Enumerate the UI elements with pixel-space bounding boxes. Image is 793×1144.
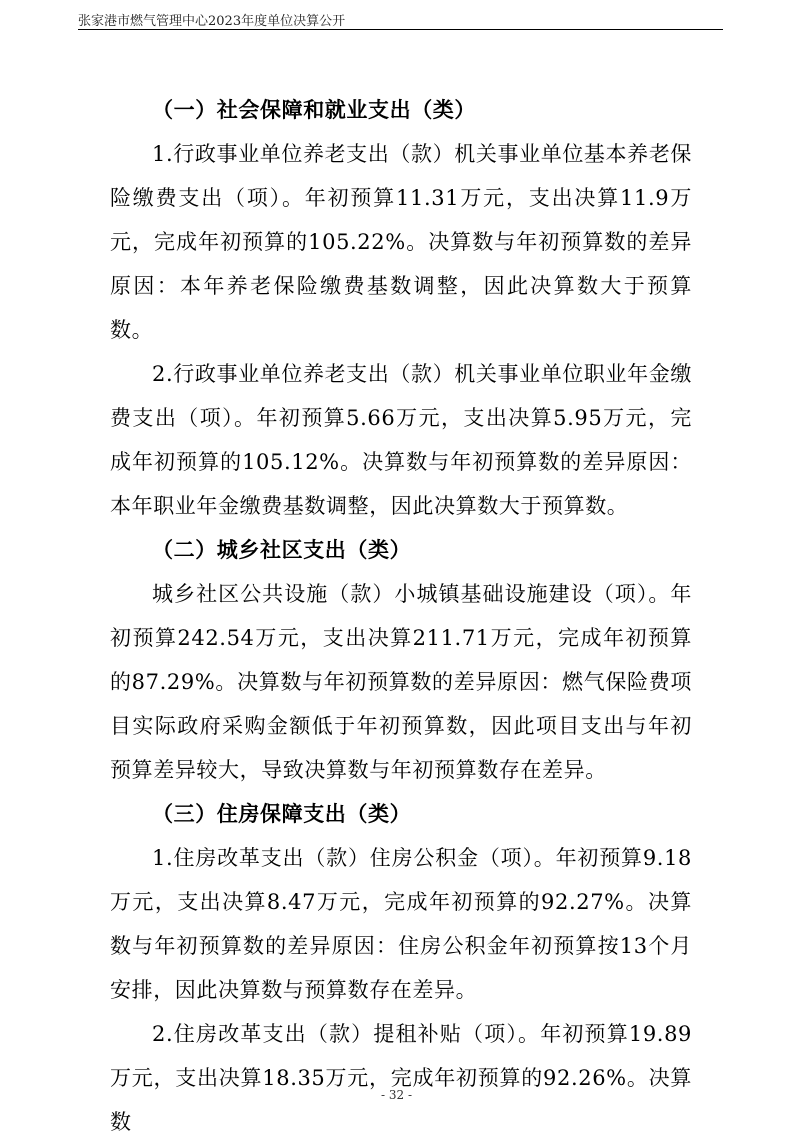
paragraph-2-1: 城乡社区公共设施（款）小城镇基础设施建设（项）。年初预算242.54万元，支出决算211.71万元，完成年初预算的87.29%。决算数与年初预算数的差异原因：燃气保险费项目实际政府采购金额低于年初预算数，因此项目支出与年初预算差异较大，导致决算数与年初预算数存在差异。 (110, 582, 692, 782)
paragraph-3-2: 2.住房改革支出（款）提租补贴（项）。年初预算19.89万元，支出决算18.35万元，完成年初预算的92.26%。决算数 (110, 1022, 692, 1134)
paragraph-3-1: 1.住房改革支出（款）住房公积金（项）。年初预算9.18万元，支出决算8.47万元，完成年初预算的92.27%。决算数与年初预算数的差异原因：住房公积金年初预算按13个月安排，因此决算数与预算数存在差异。 (110, 846, 692, 1002)
section-heading-2: （二）城乡社区支出（类） (152, 538, 412, 562)
document-header: 张家港市燃气管理中心2023年度单位决算公开 (78, 14, 346, 29)
document-body (110, 88, 692, 1144)
paragraph-1-2: 2.行政事业单位养老支出（款）机关事业单位职业年金缴费支出（项）。年初预算5.66万元，支出决算5.95万元，完成年初预算的105.12%。决算数与年初预算数的差异原因：本年职业年金缴费基数调整，因此决算数大于预算数。 (110, 362, 692, 518)
paragraph-1-1: 1.行政事业单位养老支出（款）机关事业单位基本养老保险缴费支出（项）。年初预算11.31万元，支出决算11.9万元，完成年初预算的105.22%。决算数与年初预算数的差异原因：本年养老保险缴费基数调整，因此决算数大于预算数。 (110, 142, 692, 342)
section-heading-3: （三）住房保障支出（类） (152, 802, 412, 826)
section-heading-1: （一）社会保障和就业支出（类） (152, 98, 476, 122)
page-number: - 32 - (380, 1088, 412, 1102)
header-divider (78, 29, 723, 30)
